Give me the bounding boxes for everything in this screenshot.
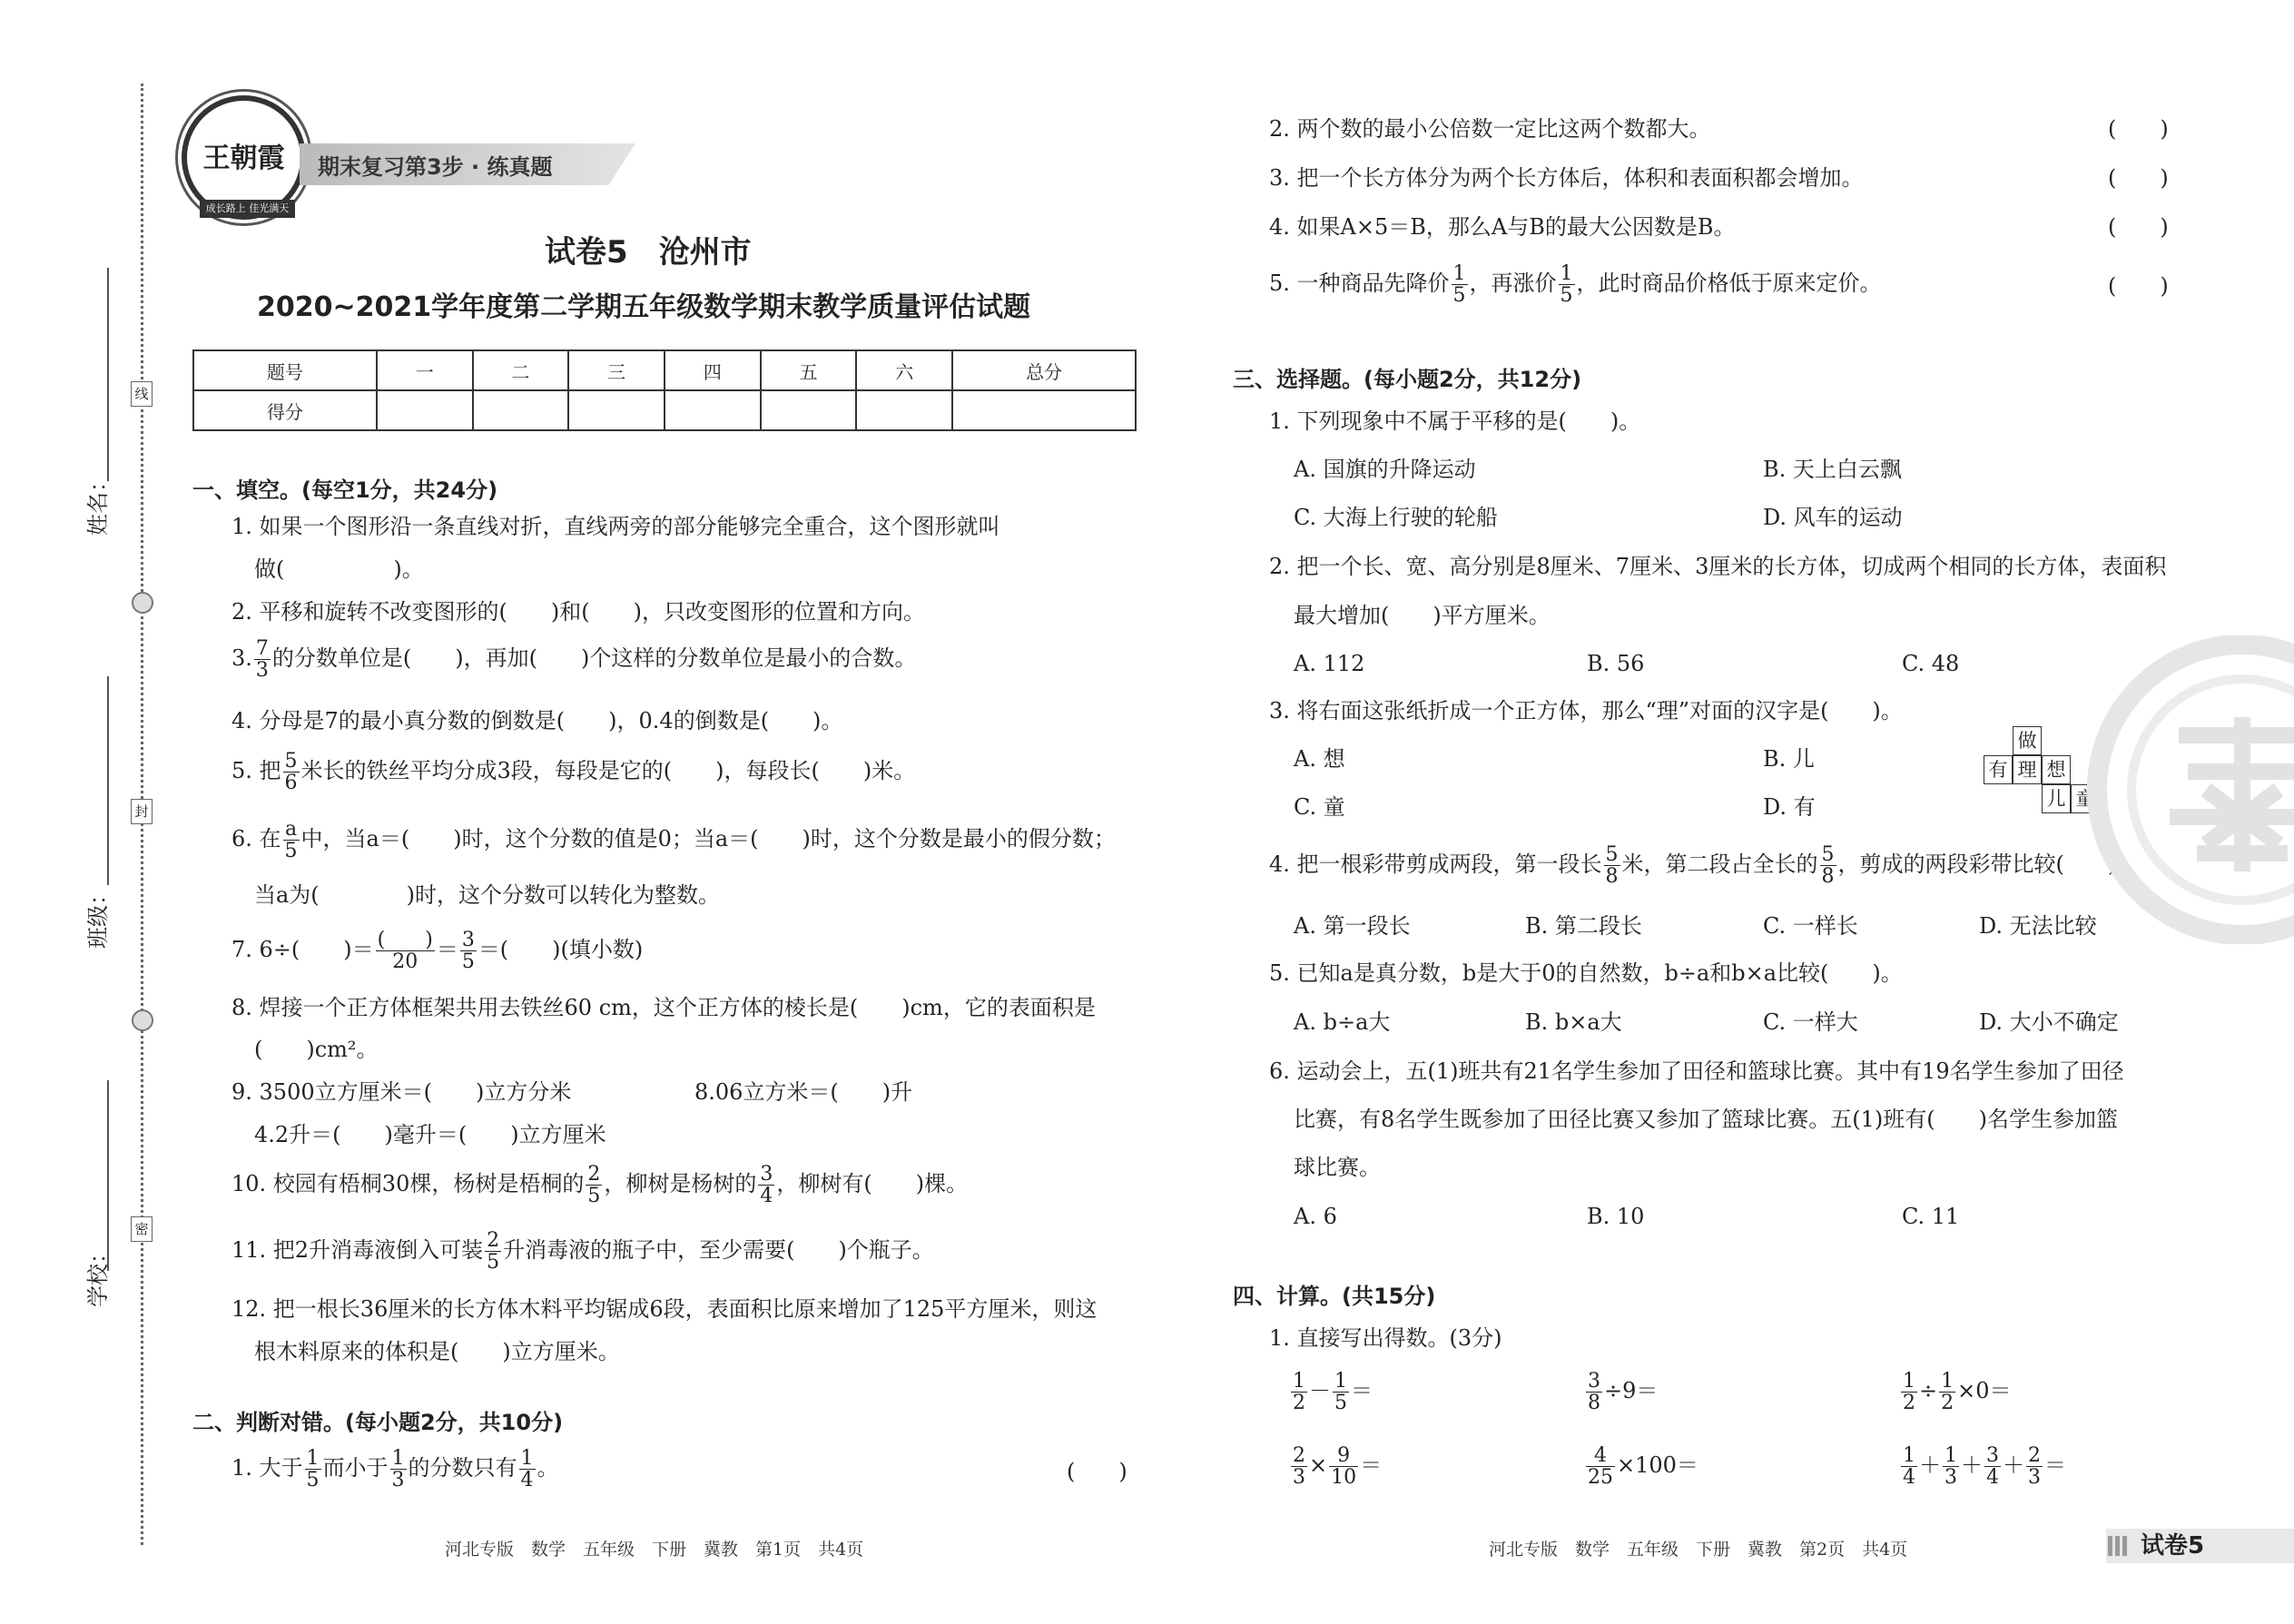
calc-expression[interactable] bbox=[1584, 1445, 1698, 1488]
fraction: $\frac{7}{3}$ bbox=[255, 637, 269, 683]
score-header-cell: 总分 bbox=[952, 350, 1136, 390]
seal-mark-mi: 密 bbox=[131, 1216, 153, 1242]
fraction: $\frac{4}{25}$ bbox=[1588, 1444, 1613, 1490]
s3-question-3[interactable]: 3. 将右面这张纸折成一个正方体，那么“理”对面的汉字是( )。 bbox=[1269, 698, 1903, 723]
operator: × bbox=[1309, 1452, 1328, 1479]
score-input-cell[interactable] bbox=[377, 390, 473, 430]
q-text: 米，第二段占全长的 bbox=[1621, 851, 1818, 878]
option-c[interactable]: C. 大海上行驶的轮船 bbox=[1294, 505, 1498, 530]
class-label: 班级： bbox=[85, 883, 111, 949]
q-text: ＝ bbox=[436, 937, 458, 963]
option-b[interactable]: B. 第二段长 bbox=[1525, 913, 1642, 939]
binding-ring-icon bbox=[132, 1009, 153, 1031]
q-number: 6. 在 bbox=[231, 826, 281, 852]
score-input-cell[interactable] bbox=[665, 390, 761, 430]
fraction: $\frac{2}{5}$ bbox=[587, 1163, 601, 1208]
option-a[interactable]: A. 想 bbox=[1294, 746, 1345, 772]
s2-question-2: 2. 两个数的最小公倍数一定比这两个数都大。 bbox=[1269, 116, 1711, 142]
fraction: $\frac{1}{2}$ bbox=[1941, 1370, 1954, 1415]
school-write-line[interactable] bbox=[107, 1080, 109, 1271]
name-label: 姓名： bbox=[85, 470, 111, 536]
fraction: $\frac{5}{6}$ bbox=[284, 750, 298, 795]
binding-ring-icon bbox=[132, 592, 153, 614]
score-input-cell[interactable] bbox=[473, 390, 569, 430]
equals: ×100＝ bbox=[1617, 1452, 1698, 1479]
answer-paren[interactable]: ( ) bbox=[2108, 165, 2169, 191]
s1-question-9c[interactable]: 4.2升＝( )毫升＝( )立方厘米 bbox=[254, 1122, 606, 1147]
fraction: $\frac{1}{4}$ bbox=[520, 1447, 534, 1492]
s1-question-10[interactable] bbox=[231, 1164, 968, 1206]
fraction: $\frac{3}{4}$ bbox=[1986, 1444, 1999, 1490]
footer-right: 河北专版 数学 五年级 下册 冀教 第2页 共4页 bbox=[1489, 1540, 1908, 1560]
calc-expression[interactable] bbox=[1899, 1445, 2066, 1488]
exam-subtitle: 2020~2021学年度第二学期五年级数学期末教学质量评估试题 bbox=[257, 291, 1031, 323]
operator: － bbox=[1309, 1378, 1331, 1404]
q-text: 而小于 bbox=[322, 1455, 389, 1481]
cube-net-cell: 做 bbox=[2013, 726, 2042, 755]
footer-dots-icon bbox=[2108, 1536, 2128, 1556]
q-text: 11. 把2升消毒液倒入可装 bbox=[231, 1237, 484, 1264]
s1-question-6-cont[interactable]: 当a为( )时，这个分数可以转化为整数。 bbox=[254, 882, 721, 908]
fraction: $\frac{1}{5}$ bbox=[1452, 262, 1466, 308]
q-text: ＝( )(填小数) bbox=[478, 937, 644, 963]
cube-net-cell: 儿 bbox=[2042, 784, 2071, 813]
s1-question-1-cont[interactable]: 做( )。 bbox=[254, 556, 424, 582]
s2-question-1 bbox=[231, 1448, 559, 1491]
option-b[interactable]: B. b×a大 bbox=[1525, 1009, 1622, 1035]
calc-expression[interactable] bbox=[1289, 1445, 1382, 1488]
option-b[interactable]: B. 56 bbox=[1587, 651, 1645, 676]
fraction: $\frac{1}{2}$ bbox=[1903, 1370, 1915, 1415]
q-text: ，再涨价 bbox=[1469, 271, 1557, 297]
section4-heading: 四、计算。(共15分) bbox=[1233, 1284, 1436, 1309]
fraction: $\frac{2}{5}$ bbox=[487, 1229, 500, 1275]
equals: ＝ bbox=[1351, 1378, 1373, 1404]
answer-paren[interactable]: ( ) bbox=[2108, 273, 2169, 299]
q-text: ，柳树有( )棵。 bbox=[776, 1171, 969, 1197]
fraction: $\frac{3}{4}$ bbox=[760, 1163, 773, 1208]
s3-question-1[interactable]: 1. 下列现象中不属于平移的是( )。 bbox=[1269, 408, 1641, 434]
q-text: 的分数只有 bbox=[408, 1455, 517, 1481]
operator: ＋ bbox=[1961, 1452, 1983, 1479]
score-header-cell: 一 bbox=[377, 350, 473, 390]
score-table-header-row bbox=[193, 350, 1136, 390]
q-text: 升消毒液的瓶子中，至少需要( )个瓶子。 bbox=[503, 1237, 934, 1264]
s1-question-8[interactable]: 8. 焊接一个正方体框架共用去铁丝60 cm，这个正方体的棱长是( )cm，它的表面积是 bbox=[231, 995, 1096, 1020]
fraction: $\frac{9}{10}$ bbox=[1331, 1444, 1357, 1490]
s3-question-2: 2. 把一个长、宽、高分别是8厘米、7厘米、3厘米的长方体，切成两个相同的长方体，表面积 bbox=[1269, 554, 2167, 579]
fraction: $\frac{1}{2}$ bbox=[1293, 1370, 1305, 1415]
answer-paren[interactable]: ( ) bbox=[2108, 116, 2169, 142]
q-text: 1. 大于 bbox=[231, 1455, 303, 1481]
s1-question-5[interactable] bbox=[231, 751, 915, 793]
option-d[interactable]: D. 风车的运动 bbox=[1763, 505, 1903, 530]
fraction: $\frac{3}{5}$ bbox=[461, 929, 475, 974]
footer-left: 河北专版 数学 五年级 下册 冀教 第1页 共4页 bbox=[445, 1540, 864, 1560]
cube-net-cell: 有 bbox=[1984, 755, 2013, 784]
footer-badge: 试卷5 bbox=[2141, 1532, 2205, 1560]
option-d[interactable]: D. 无法比较 bbox=[1979, 913, 2097, 939]
logo-ribbon: 成长路上 佳光满天 bbox=[200, 200, 295, 218]
fraction: $\frac{( )}{20}$ bbox=[377, 929, 433, 974]
s2-question-5 bbox=[1269, 263, 1882, 306]
answer-paren[interactable]: ( ) bbox=[1067, 1459, 1127, 1484]
q-text: 4. 把一根彩带剪成两段，第一段长 bbox=[1269, 851, 1602, 878]
equals: ÷9＝ bbox=[1604, 1378, 1659, 1404]
operator: ÷ bbox=[1919, 1378, 1938, 1404]
fraction: $\frac{1}{5}$ bbox=[1334, 1370, 1347, 1415]
s3-question-6-cont[interactable]: 比赛，有8名学生既参加了田径比赛又参加了篮球比赛。五(1)班有( )名学生参加篮 bbox=[1294, 1107, 2118, 1132]
option-c[interactable]: C. 11 bbox=[1902, 1204, 1960, 1229]
fraction: $\frac{a}{5}$ bbox=[284, 818, 298, 863]
s3-question-5[interactable]: 5. 已知a是真分数，b是大于0的自然数，b÷a和b×a比较( )。 bbox=[1269, 960, 1903, 986]
logo-title: 王朝霞 bbox=[202, 143, 285, 174]
s1-question-9b[interactable]: 8.06立方米＝( )升 bbox=[694, 1079, 913, 1105]
fraction: $\frac{1}{3}$ bbox=[1944, 1444, 1957, 1490]
s1-question-9a[interactable]: 9. 3500立方厘米＝( )立方分米 bbox=[231, 1079, 572, 1105]
operator: ＋ bbox=[1919, 1452, 1941, 1479]
option-b[interactable]: B. 儿 bbox=[1763, 746, 1815, 772]
option-a[interactable]: A. 国旗的升降运动 bbox=[1294, 457, 1476, 482]
cube-net-cell: 想 bbox=[2042, 755, 2071, 784]
score-header-cell: 六 bbox=[856, 350, 952, 390]
seal-mark-xian: 线 bbox=[131, 381, 153, 407]
s3-question-6: 6. 运动会上，五(1)班共有21名学生参加了田径和篮球比赛。其中有19名学生参加了田径 bbox=[1269, 1058, 2124, 1084]
fraction: $\frac{1}{5}$ bbox=[1560, 262, 1573, 308]
option-d[interactable]: D. 大小不确定 bbox=[1979, 1009, 2119, 1035]
q-text: 7. 6÷( )＝ bbox=[231, 937, 374, 963]
s3-question-6-cont: 球比赛。 bbox=[1294, 1155, 1381, 1180]
q-text: 的分数单位是( )，再加( )个这样的分数单位是最小的合数。 bbox=[271, 645, 917, 672]
q-text: 10. 校园有梧桐30棵，杨树是梧桐的 bbox=[231, 1171, 585, 1197]
fraction: $\frac{3}{8}$ bbox=[1588, 1370, 1600, 1415]
q-number: 5. 把 bbox=[231, 758, 281, 784]
s4-question-1: 1. 直接写出得数。(3分) bbox=[1269, 1325, 1502, 1351]
s1-question-11[interactable] bbox=[231, 1230, 934, 1273]
score-header-cell: 三 bbox=[568, 350, 665, 390]
s1-question-12: 12. 把一根长36厘米的长方体木料平均锯成6段，表面积比原来增加了125平方厘米，则这 bbox=[231, 1296, 1098, 1322]
s1-question-6[interactable] bbox=[231, 819, 1116, 861]
fraction: $\frac{1}{5}$ bbox=[306, 1447, 320, 1492]
q-text: ，柳树是杨树的 bbox=[604, 1171, 757, 1197]
option-c[interactable]: C. 一样长 bbox=[1763, 913, 1858, 939]
option-b[interactable]: B. 天上白云飘 bbox=[1763, 457, 1902, 482]
score-table-score-row bbox=[193, 390, 1136, 430]
s1-question-1: 1. 如果一个图形沿一条直线对折，直线两旁的部分能够完全重合，这个图形就叫 bbox=[231, 514, 1000, 539]
fraction: $\frac{5}{8}$ bbox=[1821, 843, 1835, 889]
s3-question-4[interactable] bbox=[1269, 844, 2138, 887]
s1-question-7[interactable] bbox=[231, 930, 643, 972]
score-table bbox=[192, 349, 1137, 431]
q-text: 米长的铁丝平均分成3段，每段是它的( )，每段长( )米。 bbox=[300, 758, 916, 784]
fraction: $\frac{1}{4}$ bbox=[1903, 1444, 1915, 1490]
score-header-cell: 二 bbox=[473, 350, 569, 390]
score-input-cell[interactable] bbox=[568, 390, 665, 430]
calc-expression[interactable] bbox=[1584, 1371, 1658, 1413]
s2-question-3: 3. 把一个长方体分为两个长方体后，体积和表面积都会增加。 bbox=[1269, 165, 1864, 191]
fraction: $\frac{1}{3}$ bbox=[391, 1447, 405, 1492]
score-input-cell[interactable] bbox=[856, 390, 952, 430]
option-c[interactable]: C. 童 bbox=[1294, 794, 1345, 820]
option-c[interactable]: C. 48 bbox=[1902, 651, 1960, 676]
option-a[interactable]: A. 6 bbox=[1294, 1204, 1337, 1229]
s1-question-12-cont[interactable]: 根木料原来的体积是( )立方厘米。 bbox=[254, 1339, 620, 1364]
q-text: 中，当a＝( )时，这个分数的值是0；当a＝( )时，这个分数是最小的假分数； bbox=[300, 826, 1116, 852]
equals: ＝ bbox=[2044, 1452, 2066, 1479]
q-text: 。 bbox=[537, 1455, 559, 1481]
s1-question-4[interactable]: 4. 分母是7的最小真分数的倒数是( )，0.4的倒数是( )。 bbox=[231, 708, 843, 733]
s2-question-4: 4. 如果A×5＝B，那么A与B的最大公因数是B。 bbox=[1269, 214, 1736, 240]
seal-mark-feng: 封 bbox=[131, 799, 153, 824]
s1-question-8-cont[interactable]: ( )cm²。 bbox=[254, 1037, 379, 1062]
option-a[interactable]: A. 第一段长 bbox=[1294, 913, 1411, 939]
cube-net-cell: 理 bbox=[2013, 755, 2042, 784]
q-number: 3. bbox=[231, 645, 252, 672]
fraction: $\frac{2}{3}$ bbox=[2028, 1444, 2041, 1490]
score-header-cell: 五 bbox=[761, 350, 857, 390]
section3-heading: 三、选择题。(每小题2分，共12分) bbox=[1233, 367, 1582, 392]
q-text: 5. 一种商品先降价 bbox=[1269, 271, 1450, 297]
name-write-line[interactable] bbox=[107, 268, 109, 481]
score-header-cell: 题号 bbox=[193, 350, 377, 390]
score-row-label: 得分 bbox=[193, 390, 377, 430]
operator: ＋ bbox=[2003, 1452, 2024, 1479]
score-header-cell: 四 bbox=[665, 350, 761, 390]
calc-expression[interactable] bbox=[1899, 1371, 2012, 1413]
fraction: $\frac{5}{8}$ bbox=[1605, 843, 1619, 889]
banner-text: 期末复习第3步 · 练真题 bbox=[318, 154, 553, 180]
option-c[interactable]: C. 一样大 bbox=[1763, 1009, 1858, 1035]
q-text: ，此时商品价格低于原来定价。 bbox=[1576, 271, 1882, 297]
s1-question-3[interactable] bbox=[231, 638, 916, 681]
confidential-seal-watermark bbox=[2079, 635, 2294, 944]
s1-question-2[interactable]: 2. 平移和旋转不改变图形的( )和( )，只改变图形的位置和方向。 bbox=[231, 599, 925, 625]
exam-title: 试卷5 沧州市 bbox=[545, 234, 752, 271]
section1-heading: 一、填空。(每空1分，共24分) bbox=[192, 477, 498, 503]
s3-question-2-cont[interactable]: 最大增加( )平方厘米。 bbox=[1294, 603, 1551, 628]
q-text: ，剪成的两段彩带比较( )。 bbox=[1837, 851, 2139, 878]
option-a[interactable]: A. 112 bbox=[1294, 651, 1365, 676]
section2-heading: 二、判断对错。(每小题2分，共10分) bbox=[192, 1410, 564, 1435]
option-a[interactable]: A. b÷a大 bbox=[1294, 1009, 1391, 1035]
fraction: $\frac{2}{3}$ bbox=[1293, 1444, 1305, 1490]
score-input-cell[interactable] bbox=[952, 390, 1136, 430]
option-d[interactable]: D. 有 bbox=[1763, 794, 1816, 820]
school-label: 学校： bbox=[85, 1242, 111, 1307]
answer-paren[interactable]: ( ) bbox=[2108, 214, 2169, 240]
score-input-cell[interactable] bbox=[761, 390, 857, 430]
equals: ×0＝ bbox=[1957, 1378, 2012, 1404]
option-b[interactable]: B. 10 bbox=[1587, 1204, 1645, 1229]
cube-net-cell: 童 bbox=[2071, 784, 2100, 813]
calc-expression[interactable] bbox=[1289, 1371, 1373, 1413]
equals: ＝ bbox=[1360, 1452, 1383, 1479]
class-write-line[interactable] bbox=[107, 676, 109, 885]
